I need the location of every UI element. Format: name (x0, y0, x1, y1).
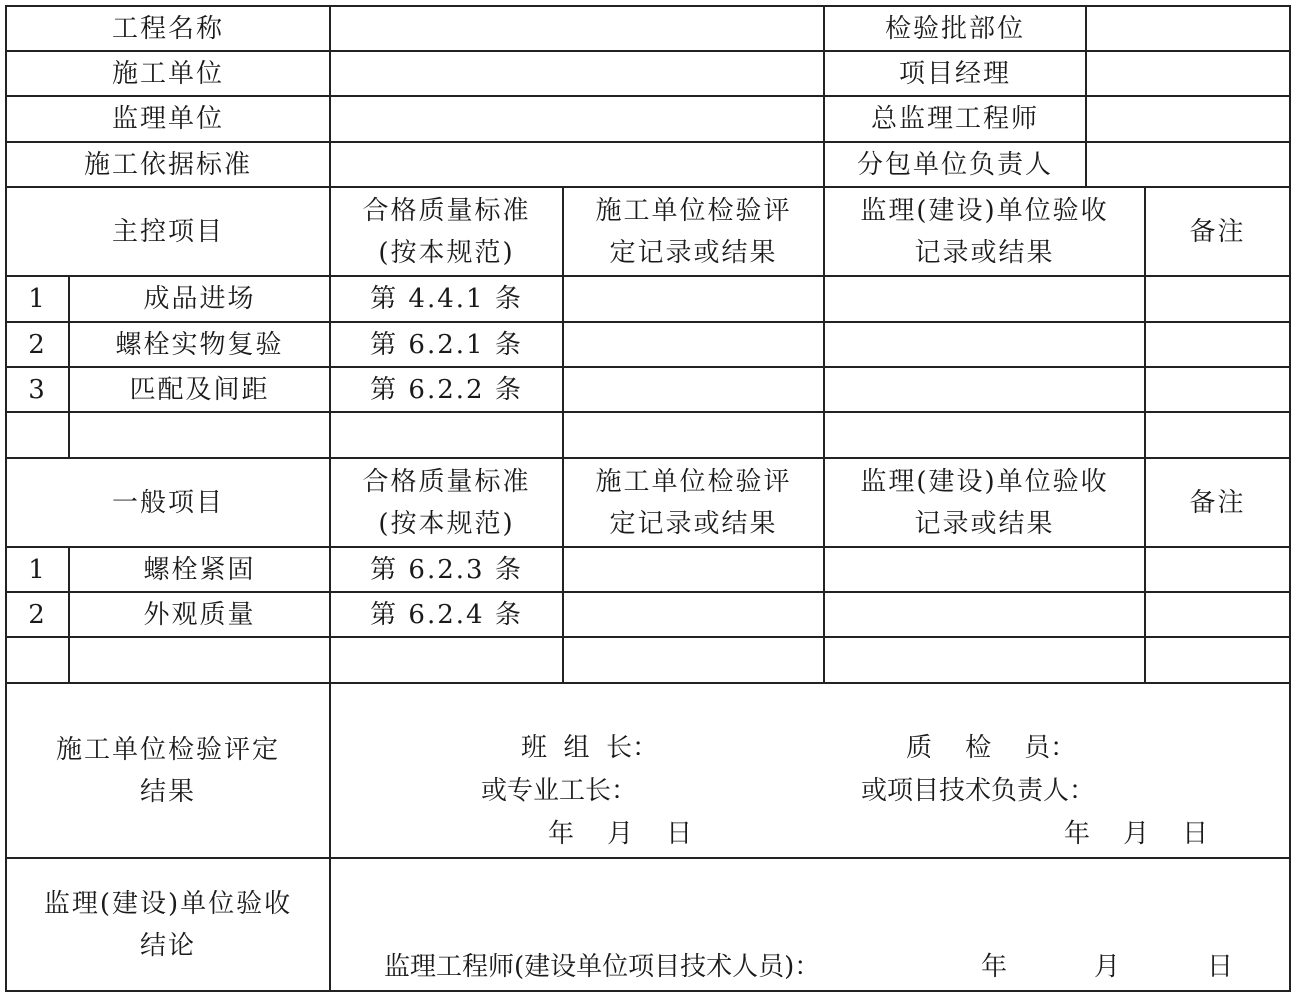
construction-eval-cell[interactable] (563, 322, 824, 367)
construction-unit-value[interactable] (330, 51, 824, 96)
foreman-label: 或专业工长： (481, 776, 638, 806)
chief-supervisor-label: 总监理工程师 (824, 96, 1086, 142)
chief-supervisor-value[interactable] (1086, 96, 1290, 142)
table-row (6, 637, 1290, 683)
date-year: 年 (981, 952, 1008, 982)
remarks-column-header: 备注 (1145, 187, 1290, 276)
construction-result-area[interactable] (330, 683, 1290, 858)
date-left: 年 月 日 (548, 819, 693, 849)
supervision-conclusion-label: 监理(建设)单位验收 结论 (6, 858, 330, 991)
remarks-cell[interactable] (1145, 412, 1290, 458)
construction-eval-cell[interactable] (563, 637, 824, 683)
project-manager-value[interactable] (1086, 51, 1290, 96)
remarks-cell[interactable] (1145, 547, 1290, 592)
supervision-unit-label: 监理单位 (6, 96, 330, 142)
remarks-cell[interactable] (1145, 322, 1290, 367)
item-clause: 第 6.2.4 条 (330, 592, 563, 637)
standard-column-header: 合格质量标准 (按本规范) (330, 187, 563, 276)
item-clause[interactable] (330, 637, 563, 683)
item-number[interactable] (6, 637, 69, 683)
standard-column-header: 合格质量标准 (按本规范) (330, 458, 563, 547)
item-clause: 第 6.2.3 条 (330, 547, 563, 592)
item-number: 3 (6, 367, 69, 412)
supervision-column-header: 监理(建设)单位验收 记录或结果 (824, 458, 1145, 547)
item-clause[interactable] (330, 412, 563, 458)
supervision-cell[interactable] (824, 547, 1145, 592)
item-number: 2 (6, 322, 69, 367)
item-clause: 第 6.2.1 条 (330, 322, 563, 367)
construction-eval-cell[interactable] (563, 547, 824, 592)
team-leader-label: 班 组 长： (521, 733, 659, 763)
general-items-title: 一般项目 (6, 458, 330, 547)
construction-eval-column-header: 施工单位检验评 定记录或结果 (563, 458, 824, 547)
item-name: 成品进场 (69, 276, 330, 322)
supervision-cell[interactable] (824, 412, 1145, 458)
supervision-cell[interactable] (824, 592, 1145, 637)
item-name[interactable] (69, 637, 330, 683)
inspector-label: 质 检 员： (906, 733, 1077, 763)
supervision-column-header: 监理(建设)单位验收 记录或结果 (824, 187, 1145, 276)
table-row (6, 547, 1290, 592)
project-name-label: 工程名称 (6, 6, 330, 51)
construction-result-label: 施工单位检验评定 结果 (6, 683, 330, 858)
supervisor-signature-label: 监理工程师(建设单位项目技术人员)： (384, 952, 821, 982)
tech-leader-label: 或项目技术负责人： (861, 776, 1096, 806)
item-number: 1 (6, 276, 69, 322)
project-manager-label: 项目经理 (824, 51, 1086, 96)
inspection-lot-label: 检验批部位 (824, 6, 1086, 51)
table-row (6, 367, 1290, 412)
subcontract-leader-value[interactable] (1086, 142, 1290, 187)
item-clause: 第 4.4.1 条 (330, 276, 563, 322)
project-name-value[interactable] (330, 6, 824, 51)
remarks-column-header: 备注 (1145, 458, 1290, 547)
inspection-lot-form (5, 5, 1291, 992)
date-month: 月 (1094, 952, 1121, 982)
item-name: 螺栓实物复验 (69, 322, 330, 367)
inspection-lot-value[interactable] (1086, 6, 1290, 51)
table-row (6, 412, 1290, 458)
subcontract-leader-label: 分包单位负责人 (824, 142, 1086, 187)
main-control-title: 主控项目 (6, 187, 330, 276)
construction-eval-cell[interactable] (563, 592, 824, 637)
item-name[interactable] (69, 412, 330, 458)
table-row (6, 322, 1290, 367)
remarks-cell[interactable] (1145, 592, 1290, 637)
construction-eval-cell[interactable] (563, 412, 824, 458)
remarks-cell[interactable] (1145, 637, 1290, 683)
supervision-cell[interactable] (824, 276, 1145, 322)
table-row (6, 592, 1290, 637)
item-name: 匹配及间距 (69, 367, 330, 412)
item-number[interactable] (6, 412, 69, 458)
item-clause: 第 6.2.2 条 (330, 367, 563, 412)
construction-standard-label: 施工依据标准 (6, 142, 330, 187)
date-day: 日 (1207, 952, 1234, 982)
construction-eval-cell[interactable] (563, 276, 824, 322)
supervision-cell[interactable] (824, 367, 1145, 412)
item-number: 1 (6, 547, 69, 592)
construction-unit-label: 施工单位 (6, 51, 330, 96)
remarks-cell[interactable] (1145, 367, 1290, 412)
construction-standard-value[interactable] (330, 142, 824, 187)
supervision-unit-value[interactable] (330, 96, 824, 142)
item-number: 2 (6, 592, 69, 637)
supervision-cell[interactable] (824, 322, 1145, 367)
remarks-cell[interactable] (1145, 276, 1290, 322)
supervision-conclusion-area[interactable] (330, 858, 1290, 991)
item-name: 外观质量 (69, 592, 330, 637)
item-name: 螺栓紧固 (69, 547, 330, 592)
date-right: 年 月 日 (1064, 819, 1209, 849)
table-row (6, 276, 1290, 322)
construction-eval-column-header: 施工单位检验评 定记录或结果 (563, 187, 824, 276)
supervision-cell[interactable] (824, 637, 1145, 683)
construction-eval-cell[interactable] (563, 367, 824, 412)
